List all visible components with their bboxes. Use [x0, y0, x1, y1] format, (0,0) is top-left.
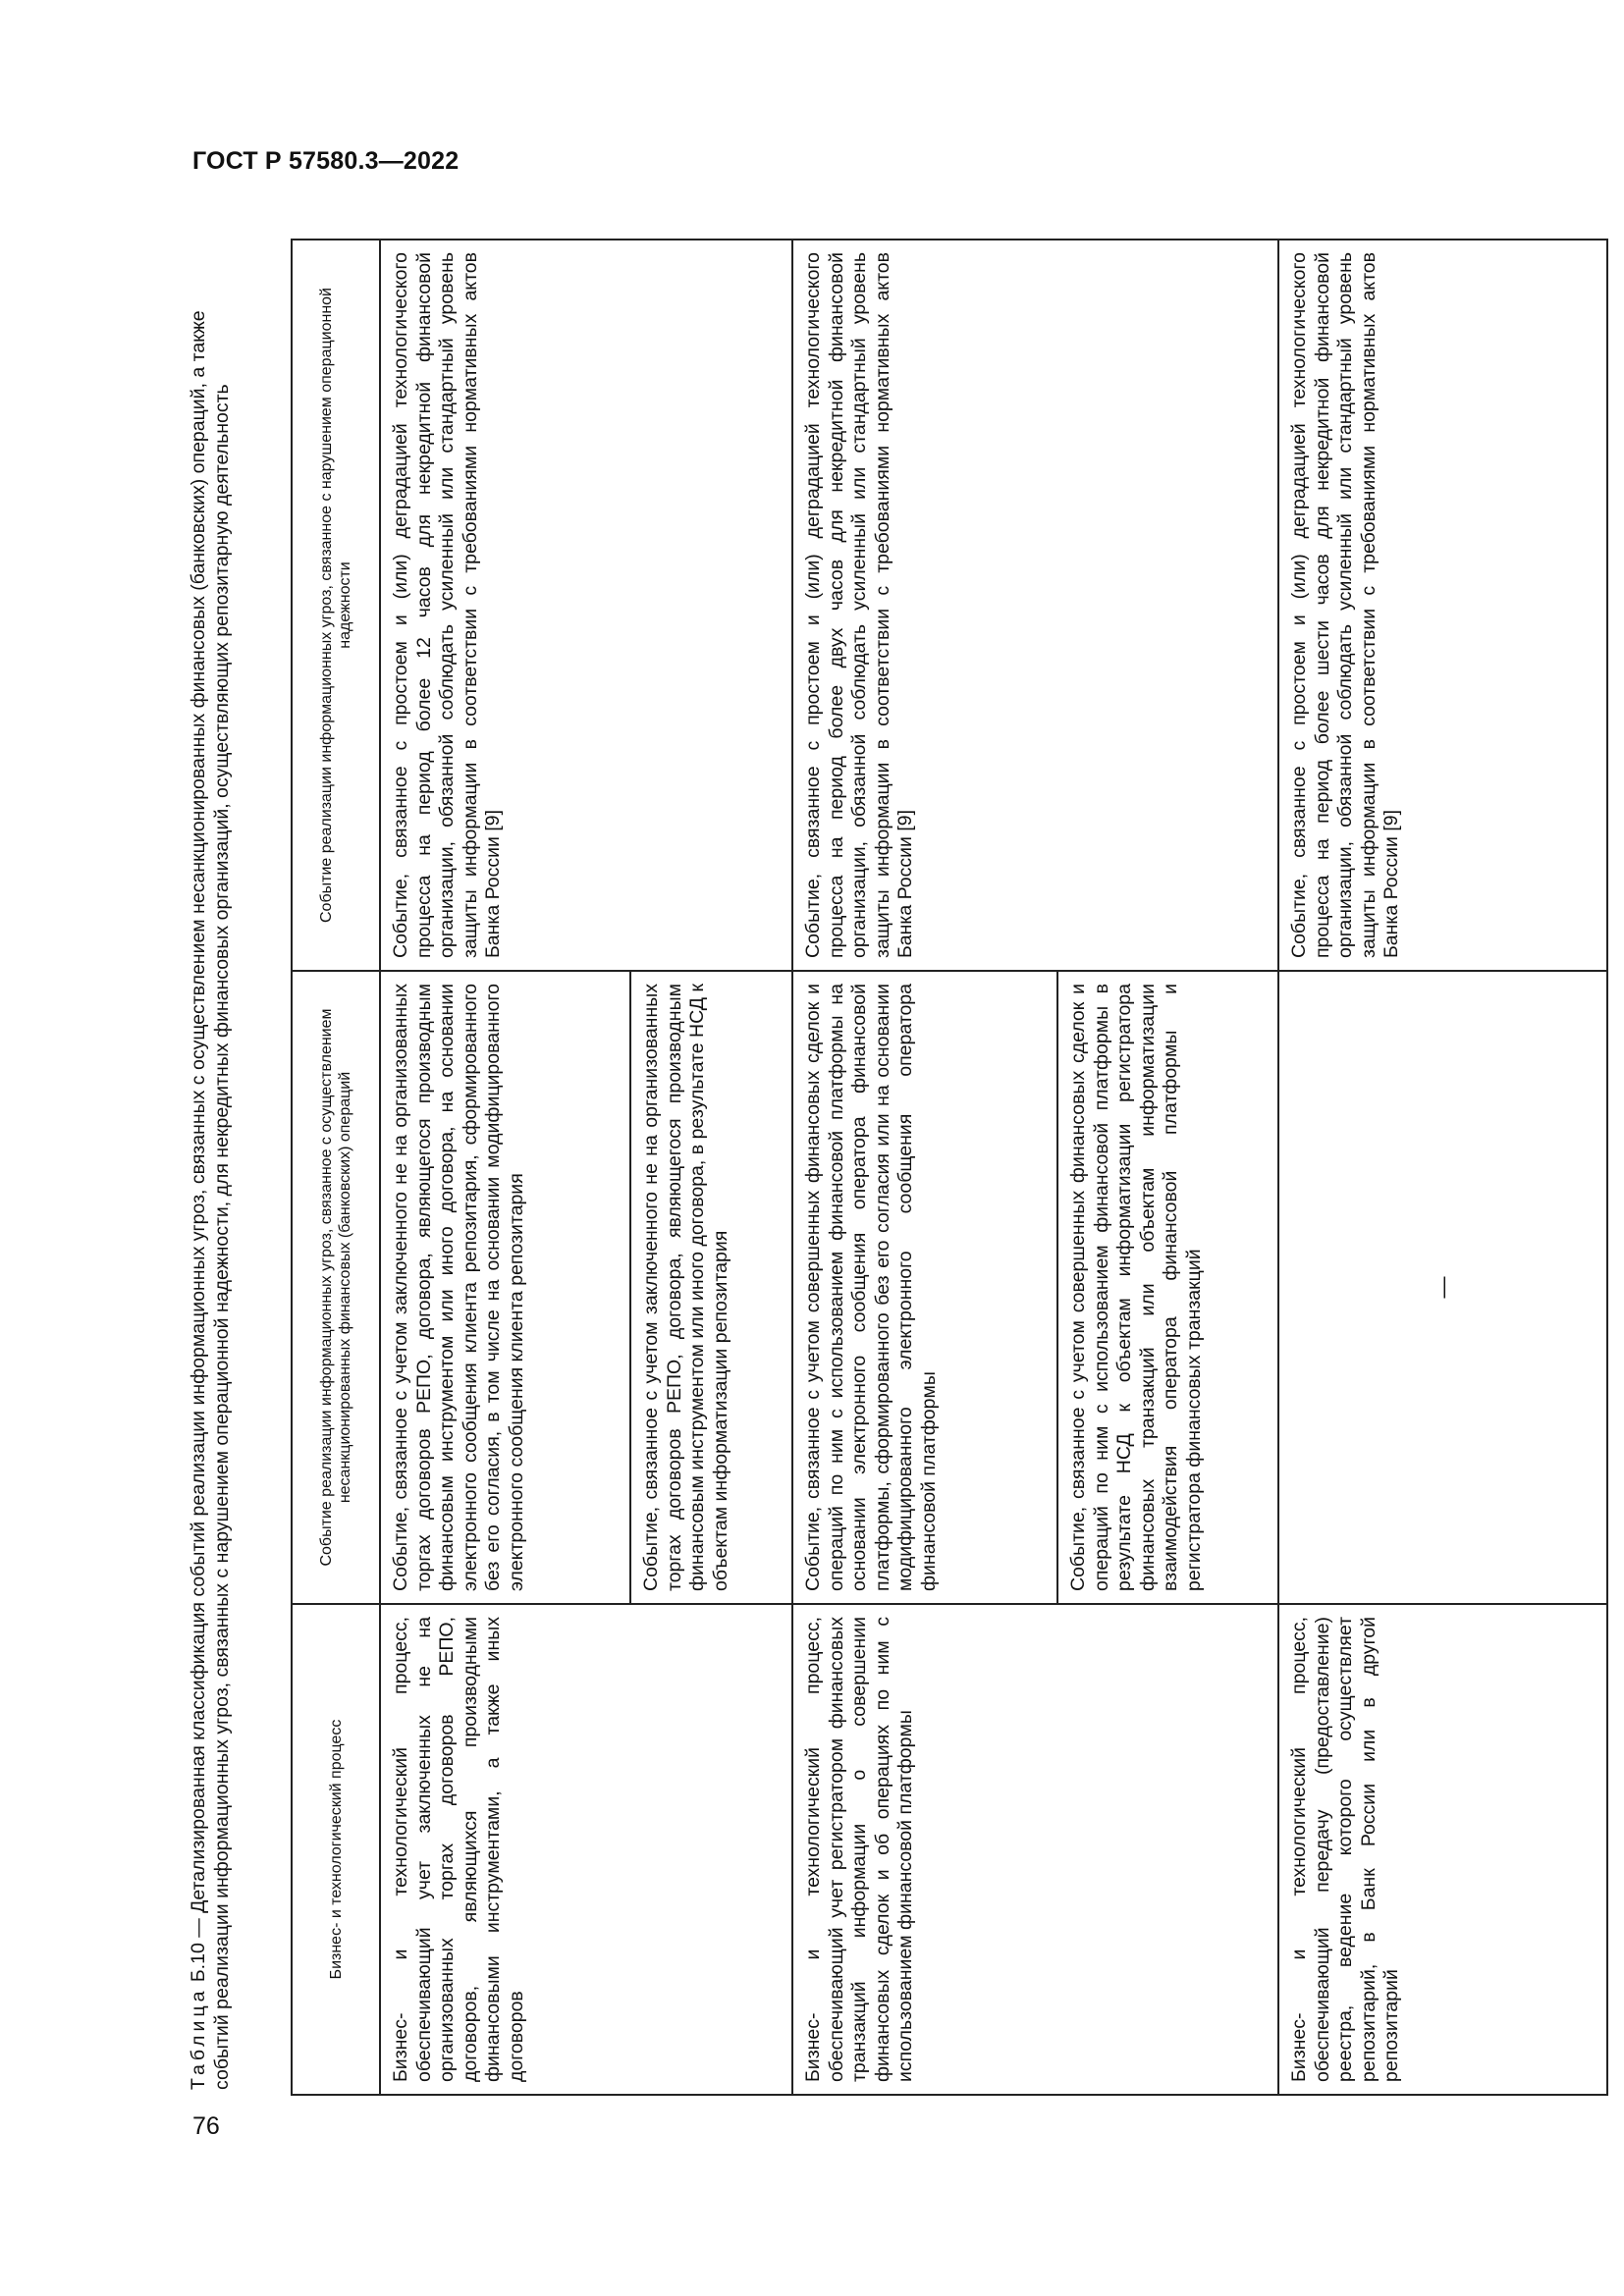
reliability-cell: Событие, связанное с простоем и (или) деградацией технологического процесса на период более 12 часов для некредитной финансовой организации, обязанной соблюдать усиленный или стандартный уровень защиты информации в соответствии с требованиями нормативных актов Банка России [9] — [380, 240, 792, 971]
rotated-table-block — [185, 240, 1455, 2096]
process-cell: Бизнес- и технологический процесс, обеспечивающий передачу (предоставление) реестра, ведение которого осуществляет репозитарий, в Банк России или в другой репозитарий — [1278, 1604, 1607, 2095]
event-cell: Событие, связанное с учетом заключенного не на организованных торгах договоров РЕПО, договора, являющегося производным финансовым инструментом или иного договора, на основании электронного сообщения клиента репозитария, сформированного без его согласия, в том числе на основании модифицированного электронного сообщения клиента репозитария — [380, 971, 630, 1604]
table-row — [1278, 240, 1607, 2095]
process-cell: Бизнес- и технологический процесс, обеспечивающий учет заключенных не на организованных торгах договоров РЕПО, договоров, являющихся производными финансовыми инструментами, а также иных договоров — [380, 1604, 792, 2095]
classification-table — [291, 239, 1608, 2096]
document-id: ГОСТ Р 57580.3—2022 — [192, 147, 460, 175]
table-caption-label: Таблица — [188, 1987, 209, 2090]
event-cell: Событие, связанное с учетом заключенного не на организованных торгах договоров РЕПО, договора, являющегося производным финансовым инструментом или иного договора, в результате НСД к объектам информатизации репозитария — [630, 971, 792, 1604]
header-unauthorized-ops: Событие реализации информационных угроз, связанное с осуществлением несанкционированных финансовых (банковских) операций — [292, 971, 380, 1604]
table-caption-text: Б.10 — Детализированная классификация событий реализации информационных угроз, связанных с осуществлением несанкционированных финансовых (банковских) операций, а также событий реализации информационных угроз, связанных с нарушением операционной надежности, для некредитных финансовых организаций, осуществляющих репозитарную деятельность — [188, 310, 233, 2090]
table-row — [792, 240, 1057, 2095]
event-cell: Событие, связанное с учетом совершенных финансовых сделок и операций по ним с использованием финансовой платформы на основании электронного сообщения оператора финансовой платформы, сформированного без его согласия или на основании модифицированного электронного сообщения оператора финансовой платформы — [792, 971, 1057, 1604]
process-cell: Бизнес- и технологический процесс, обеспечивающий учет регистратором финансовых транзакций информации о совершении финансовых сделок и об операциях по ним с использованием финансовой платформы — [792, 1604, 1278, 2095]
reliability-cell: Событие, связанное с простоем и (или) деградацией технологического процесса на период более шести часов для некредитной финансовой организации, обязанной соблюдать усиленный или стандартный уровень защиты информации в соответствии с требованиями нормативных актов Банка России [9] — [1278, 240, 1607, 971]
table-header-row — [292, 240, 380, 2095]
table-row — [380, 240, 630, 2095]
header-operational-reliability: Событие реализации информационных угроз, связанное с нарушением операционной надежности — [292, 240, 380, 971]
reliability-cell: Событие, связанное с простоем и (или) деградацией технологического процесса на период более двух часов для некредитной финансовой организации, обязанной соблюдать усиленный или стандартный уровень защиты информации в соответствии с требованиями нормативных актов Банка России [9] — [792, 240, 1278, 971]
event-cell: Событие, связанное с учетом совершенных финансовых сделок и операций по ним с использованием финансовой платформы в результате НСД к объектам информатизации регистратора финансовых транзакций или объектам информатизации взаимодействия оператора финансовой платформы и регистратора финансовых транзакций — [1057, 971, 1278, 1604]
event-cell-empty: — — [1278, 971, 1607, 1604]
table-caption — [185, 240, 234, 2096]
header-process: Бизнес- и технологический процесс — [292, 1604, 380, 2095]
page-number: 76 — [192, 2112, 220, 2140]
